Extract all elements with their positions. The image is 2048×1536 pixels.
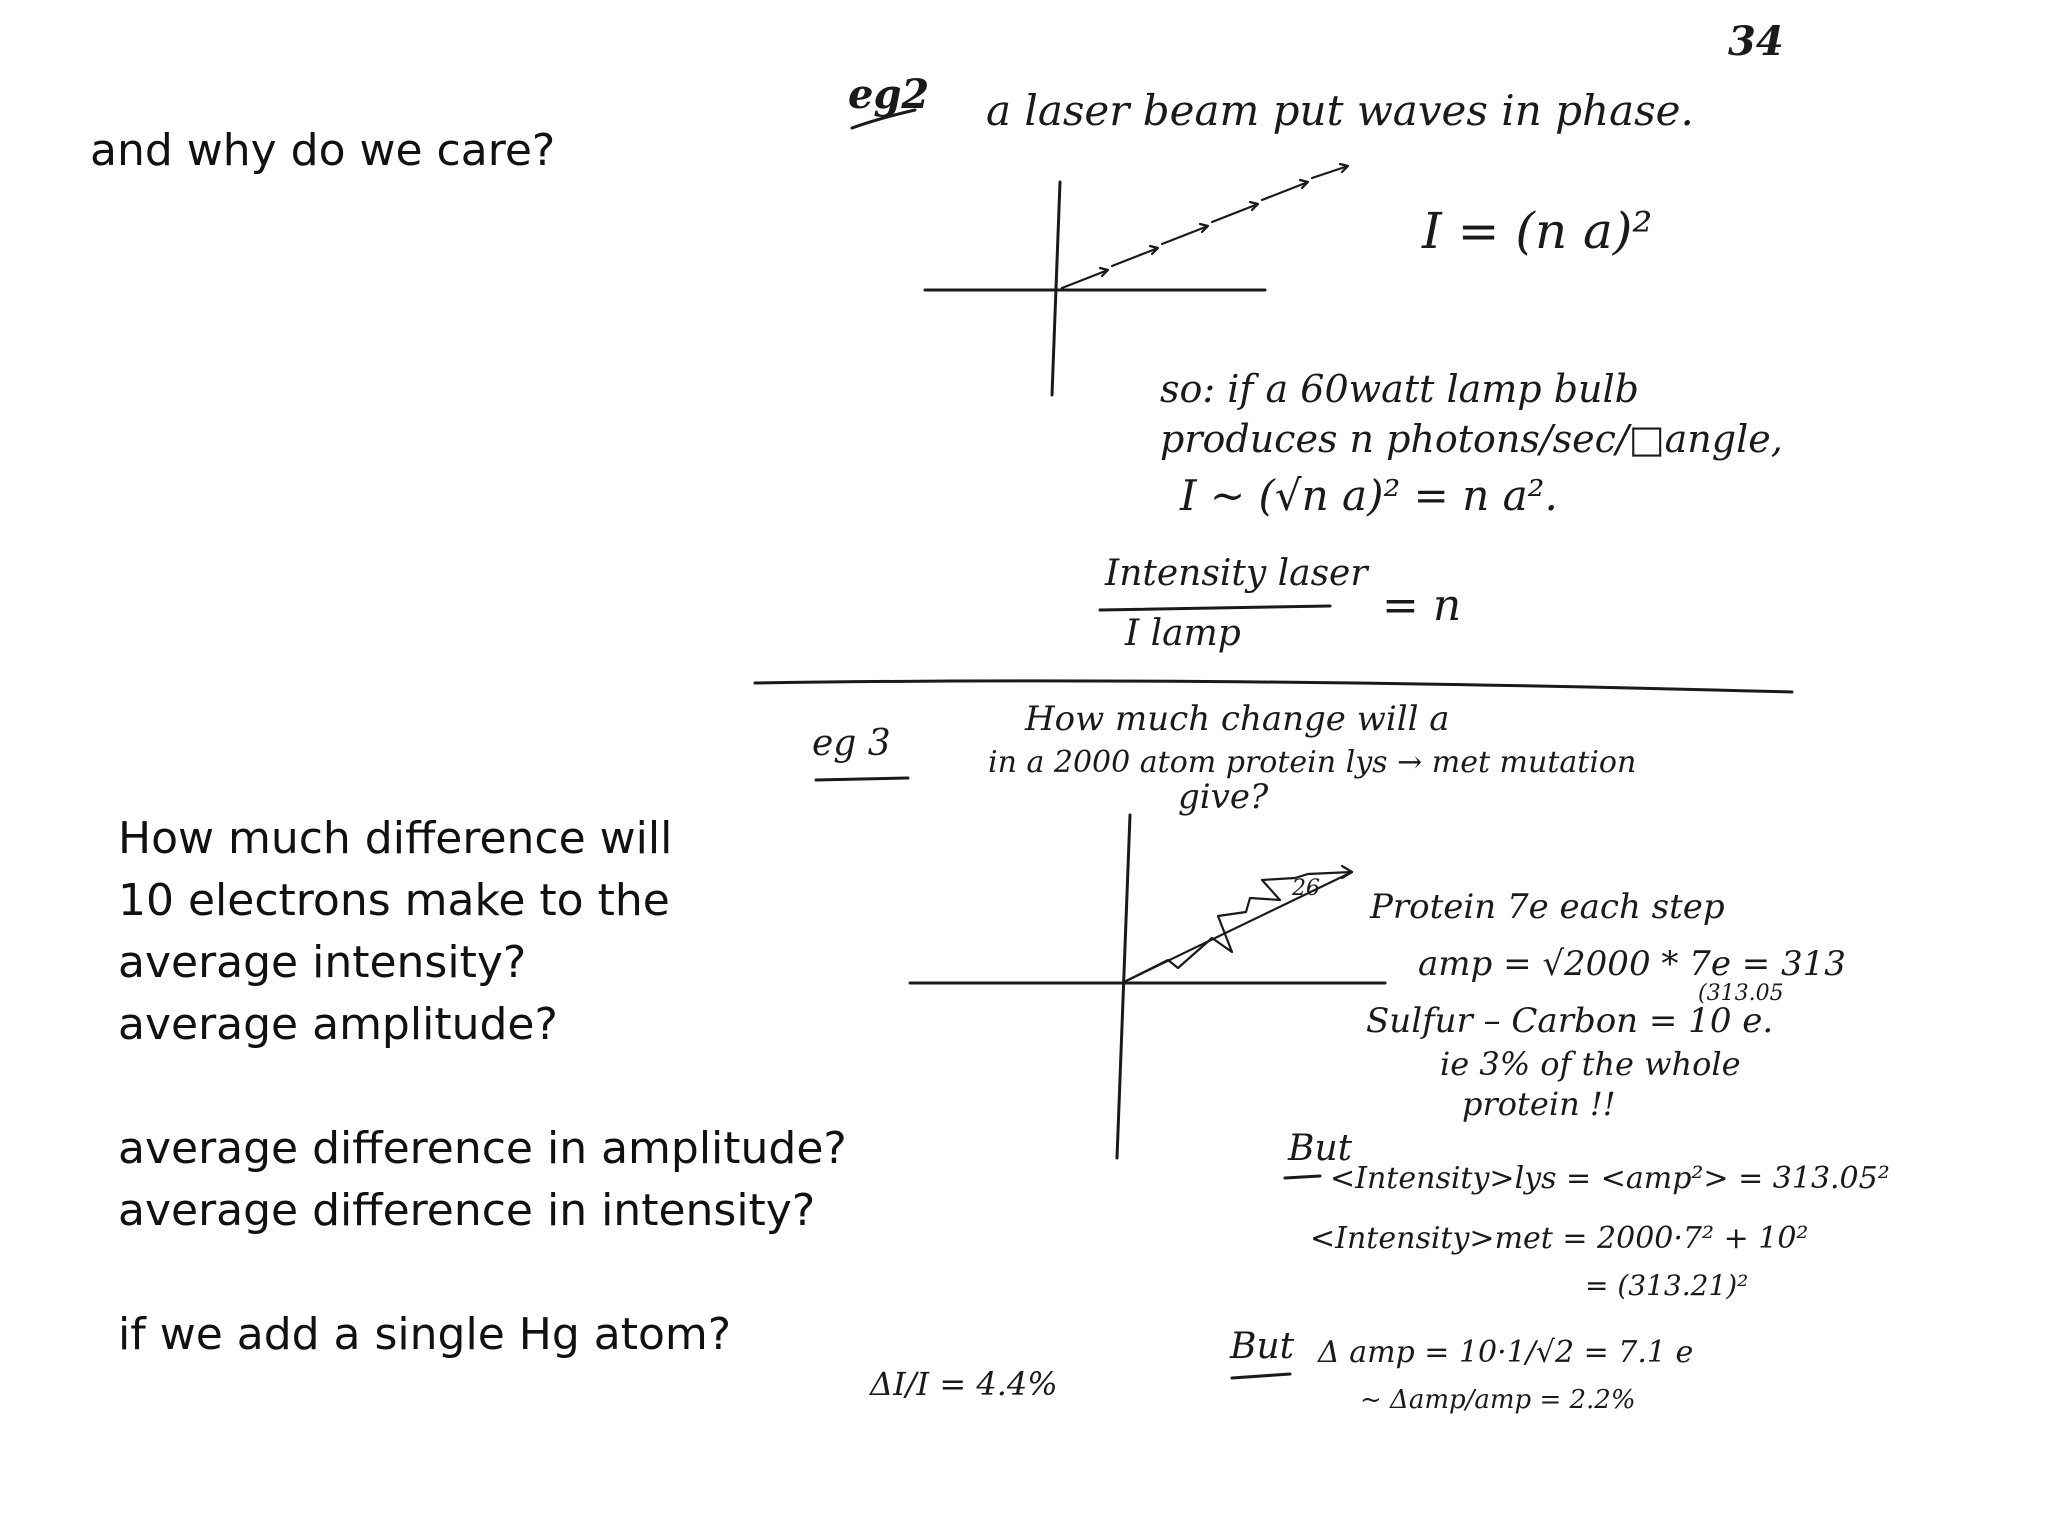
eg3-but-underline	[1285, 1176, 1320, 1178]
eg3-label: eg 3	[812, 723, 891, 764]
eg3-intensity-met: <Intensity>met = 2000·7² + 10²	[1310, 1221, 1809, 1256]
eg2-intensity-formula: I = (n a)²	[1422, 202, 1653, 260]
eg3-ie-line1: ie 3% of the whole	[1440, 1045, 1741, 1083]
eg2-lamp-line2: produces n photons/sec/□angle,	[1160, 417, 1783, 461]
eg2-lamp-formula: I ~ (√n a)² = n a².	[1180, 471, 1558, 520]
eg2-lamp-line1: so: if a 60watt lamp bulb	[1160, 367, 1639, 411]
eg3-intensity-met-2: = (313.21)²	[1585, 1269, 1749, 1302]
eg3-ie-line2: protein !!	[1462, 1085, 1616, 1123]
eg2-phasor-chain	[1062, 164, 1348, 288]
question-line-6: average difference in amplitude?	[118, 1123, 847, 1174]
eg3-delta-intensity: ΔI/I = 4.4%	[870, 1365, 1058, 1403]
question-line-1: How much difference will	[118, 813, 673, 864]
eg3-protein-line: Protein 7e each step	[1370, 887, 1725, 927]
question-line-7: average difference in intensity?	[118, 1185, 816, 1236]
eg3-delta-amp: Δ amp = 10·1/√2 = 7.1 e	[1318, 1335, 1694, 1370]
eg3-question-line1: How much change will a	[1025, 699, 1450, 739]
eg3-sulfur-line: Sulfur – Carbon = 10 e.	[1366, 1001, 1774, 1041]
eg3-question-line3: give?	[1178, 777, 1269, 817]
question-line-3: average intensity?	[118, 937, 527, 988]
eg3-intensity-lys: <Intensity>lys = <amp²> = 313.05²	[1330, 1161, 1890, 1196]
slide-title: and why do we care?	[90, 125, 556, 176]
eg3-y-axis	[1117, 815, 1130, 1158]
question-line-4: average amplitude?	[118, 999, 558, 1050]
eg2-heading: a laser beam put waves in phase.	[986, 86, 1694, 135]
section-divider	[755, 681, 1792, 692]
eg3-amp-line: amp = √2000 * 7e = 313	[1418, 944, 1846, 984]
eg2-ratio-bar	[1100, 606, 1330, 610]
eg3-underline	[816, 778, 908, 780]
eg3-but-2: But	[1230, 1326, 1295, 1367]
question-line-2: 10 electrons make to the	[118, 875, 670, 926]
eg3-amp-exact: (313.05	[1698, 981, 1784, 1006]
eg3-question-line2: in a 2000 atom protein lys → met mutation	[988, 745, 1637, 780]
eg3-vector-label: 26	[1292, 876, 1320, 901]
eg2-label: eg2	[848, 71, 930, 118]
eg2-ratio-denominator: I lamp	[1125, 613, 1241, 654]
eg2-ratio-numerator: Intensity laser	[1105, 553, 1368, 594]
question-line-9: if we add a single Hg atom?	[118, 1309, 732, 1360]
eg2-ratio-result: = n	[1382, 580, 1462, 631]
eg3-but-1: But	[1288, 1128, 1353, 1169]
page-number: 34	[1728, 18, 1784, 65]
eg3-delta-amp-ratio: ~ Δamp/amp = 2.2%	[1360, 1385, 1636, 1415]
eg3-but2-underline	[1232, 1374, 1290, 1378]
